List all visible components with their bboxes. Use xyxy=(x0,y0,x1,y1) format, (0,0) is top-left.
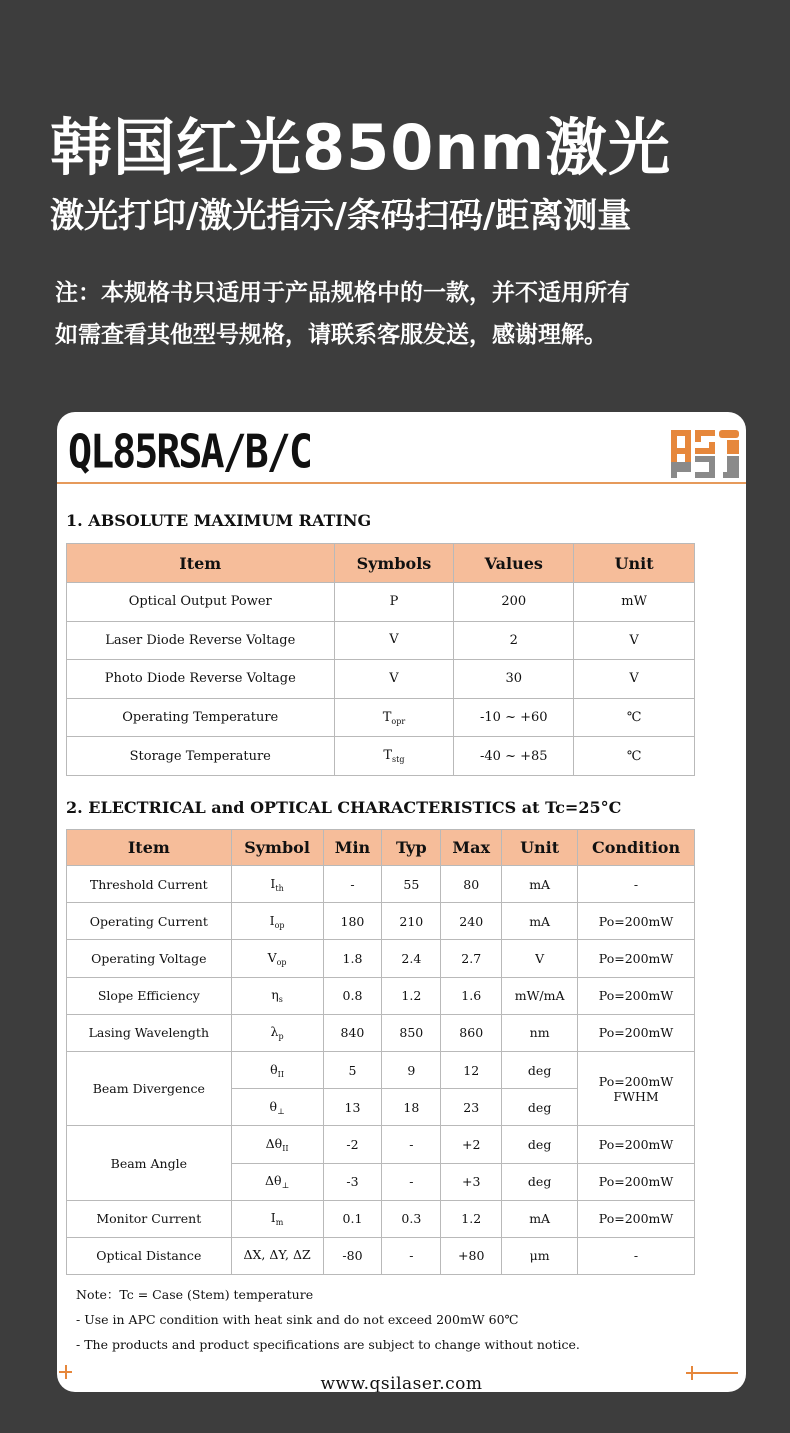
cell-min: -80 xyxy=(323,1237,382,1274)
cell-min: 0.8 xyxy=(323,977,382,1014)
cell-min: 0.1 xyxy=(323,1200,382,1237)
hero-title: 韩国红光850nm激光 xyxy=(50,111,672,184)
cell-item: Beam Divergence xyxy=(67,1051,232,1125)
cell-typ: 0.3 xyxy=(382,1200,441,1237)
notice-line-2: 如需查看其他型号规格，请联系客服发送，感谢理解。 xyxy=(55,322,607,348)
table-row xyxy=(67,583,695,622)
table-row xyxy=(67,1014,695,1051)
cell-item: Optical Distance xyxy=(67,1237,232,1274)
absolute-max-table xyxy=(66,543,695,776)
cell-max: 80 xyxy=(441,866,502,903)
cell-item: Storage Temperature xyxy=(67,737,335,776)
cell-item: Beam Angle xyxy=(67,1126,232,1200)
cell-min: -3 xyxy=(323,1163,382,1200)
table-row xyxy=(67,903,695,940)
cell-typ: 9 xyxy=(382,1051,441,1088)
cell-item: Lasing Wavelength xyxy=(67,1014,232,1051)
table-header-row xyxy=(67,830,695,866)
cell-item: Operating Current xyxy=(67,903,232,940)
table-row xyxy=(67,737,695,776)
cell-value: -10 ~ +60 xyxy=(454,698,574,737)
cell-symbol: $I_m$ xyxy=(231,1200,323,1237)
note-line: - The products and product specifications are subject to change without notice. xyxy=(76,1337,580,1352)
cell-unit: mW/mA xyxy=(502,977,578,1014)
cell-symbol: ΔX, ΔY, ΔZ xyxy=(231,1237,323,1274)
cell-symbol: V xyxy=(334,660,454,699)
cell-max: +3 xyxy=(441,1163,502,1200)
cell-unit: V xyxy=(502,940,578,977)
cell-max: +80 xyxy=(441,1237,502,1274)
model-number: QL85RSA/B/C xyxy=(68,426,311,479)
characteristics-table xyxy=(66,829,695,1275)
header-values: Values xyxy=(454,544,574,583)
cell-condition: Po=200mW xyxy=(578,903,695,940)
cell-symbol: $\theta_\perp$ xyxy=(231,1089,323,1126)
table-row xyxy=(67,621,695,660)
cell-min: 840 xyxy=(323,1014,382,1051)
cell-item: Optical Output Power xyxy=(67,583,335,622)
cell-min: 180 xyxy=(323,903,382,940)
cell-condition: - xyxy=(578,866,695,903)
spec-sheet-header xyxy=(57,412,746,484)
cell-unit: μm xyxy=(502,1237,578,1274)
cell-unit: ℃ xyxy=(574,698,695,737)
cell-symbol: $I_{th}$ xyxy=(231,866,323,903)
header-symbols: Symbols xyxy=(334,544,454,583)
cell-symbol: V xyxy=(334,621,454,660)
cell-typ: 2.4 xyxy=(382,940,441,977)
cell-item: Operating Temperature xyxy=(67,698,335,737)
header-min: Min xyxy=(323,830,382,866)
cell-typ: 210 xyxy=(382,903,441,940)
table-row xyxy=(67,977,695,1014)
cell-max: 1.2 xyxy=(441,1200,502,1237)
table-row xyxy=(67,1237,695,1274)
cell-unit: deg xyxy=(502,1163,578,1200)
header-unit: Unit xyxy=(502,830,578,866)
table-header-row xyxy=(67,544,695,583)
cell-symbol: $\theta_{II}$ xyxy=(231,1051,323,1088)
cell-typ: 1.2 xyxy=(382,977,441,1014)
cell-unit: deg xyxy=(502,1089,578,1126)
cell-max: +2 xyxy=(441,1126,502,1163)
cell-max: 240 xyxy=(441,903,502,940)
table-row xyxy=(67,698,695,737)
header-max: Max xyxy=(441,830,502,866)
cell-min: -2 xyxy=(323,1126,382,1163)
header-condition: Condition xyxy=(578,830,695,866)
spec-sheet-card xyxy=(57,412,746,1392)
cell-min: - xyxy=(323,866,382,903)
cell-max: 860 xyxy=(441,1014,502,1051)
cell-unit: nm xyxy=(502,1014,578,1051)
cell-unit: mA xyxy=(502,1200,578,1237)
table-row xyxy=(67,866,695,903)
cell-unit: V xyxy=(574,621,695,660)
website-link[interactable]: www.qsilaser.com xyxy=(320,1374,483,1392)
table-row xyxy=(67,940,695,977)
cell-symbol: $T_{stg}$ xyxy=(334,737,454,776)
header-item: Item xyxy=(67,830,232,866)
cell-item: Laser Diode Reverse Voltage xyxy=(67,621,335,660)
cell-unit: deg xyxy=(502,1126,578,1163)
table-row xyxy=(67,1200,695,1237)
table-row xyxy=(67,660,695,699)
cell-value: -40 ~ +85 xyxy=(454,737,574,776)
cell-item: Slope Efficiency xyxy=(67,977,232,1014)
cell-condition: Po=200mW xyxy=(578,1014,695,1051)
cell-condition: Po=200mW xyxy=(578,977,695,1014)
table-row xyxy=(67,1051,695,1088)
cell-unit: mW xyxy=(574,583,695,622)
cell-symbol: $\Delta\theta_{II}$ xyxy=(231,1126,323,1163)
header-item: Item xyxy=(67,544,335,583)
cell-typ: - xyxy=(382,1237,441,1274)
cell-symbol: $T_{opr}$ xyxy=(334,698,454,737)
cell-symbol: $\Delta\theta_\perp$ xyxy=(231,1163,323,1200)
cell-symbol: P xyxy=(334,583,454,622)
cell-typ: 18 xyxy=(382,1089,441,1126)
cell-symbol: $I_{op}$ xyxy=(231,903,323,940)
cell-min: 1.8 xyxy=(323,940,382,977)
qsi-logo-icon xyxy=(669,426,741,480)
header-typ: Typ xyxy=(382,830,441,866)
cell-condition: Po=200mW xyxy=(578,940,695,977)
cell-symbol: $\lambda_p$ xyxy=(231,1014,323,1051)
cell-item: Operating Voltage xyxy=(67,940,232,977)
cell-item: Photo Diode Reverse Voltage xyxy=(67,660,335,699)
cell-unit: mA xyxy=(502,903,578,940)
cell-unit: mA xyxy=(502,866,578,903)
notice-line-1: 注：本规格书只适用于产品规格中的一款，并不适用所有 xyxy=(55,280,630,306)
section-title-characteristics: 2. ELECTRICAL and OPTICAL CHARACTERISTICS at Tc=25°C xyxy=(66,798,622,817)
cell-unit: ℃ xyxy=(574,737,695,776)
header-unit: Unit xyxy=(574,544,695,583)
cell-condition: Po=200mW xyxy=(578,1163,695,1200)
cell-typ: 850 xyxy=(382,1014,441,1051)
cell-unit: deg xyxy=(502,1051,578,1088)
cell-max: 2.7 xyxy=(441,940,502,977)
cell-min: 13 xyxy=(323,1089,382,1126)
table-row xyxy=(67,1126,695,1163)
notice-text xyxy=(55,272,755,356)
cell-condition: - xyxy=(578,1237,695,1274)
cell-typ: - xyxy=(382,1126,441,1163)
cell-item: Monitor Current xyxy=(67,1200,232,1237)
cell-typ: - xyxy=(382,1163,441,1200)
note-line: - Use in APC condition with heat sink and do not exceed 200mW 60℃ xyxy=(76,1312,519,1327)
cell-symbol: $\eta_s$ xyxy=(231,977,323,1014)
cell-value: 30 xyxy=(454,660,574,699)
cell-max: 12 xyxy=(441,1051,502,1088)
cell-value: 2 xyxy=(454,621,574,660)
cell-condition: Po=200mW xyxy=(578,1200,695,1237)
section-title-absolute-max: 1. ABSOLUTE MAXIMUM RATING xyxy=(66,511,372,530)
spec-notes xyxy=(76,1282,580,1357)
hero-subtitle: 激光打印/激光指示/条码扫码/距离测量 xyxy=(50,196,632,236)
cell-value: 200 xyxy=(454,583,574,622)
cell-max: 23 xyxy=(441,1089,502,1126)
cell-condition: Po=200mW FWHM xyxy=(578,1051,695,1125)
cell-min: 5 xyxy=(323,1051,382,1088)
cell-condition: Po=200mW xyxy=(578,1126,695,1163)
cell-typ: 55 xyxy=(382,866,441,903)
cell-symbol: $V_{op}$ xyxy=(231,940,323,977)
header-symbol: Symbol xyxy=(231,830,323,866)
cell-item: Threshold Current xyxy=(67,866,232,903)
note-line: Note：Tc = Case (Stem) temperature xyxy=(76,1287,314,1302)
cell-unit: V xyxy=(574,660,695,699)
cell-max: 1.6 xyxy=(441,977,502,1014)
